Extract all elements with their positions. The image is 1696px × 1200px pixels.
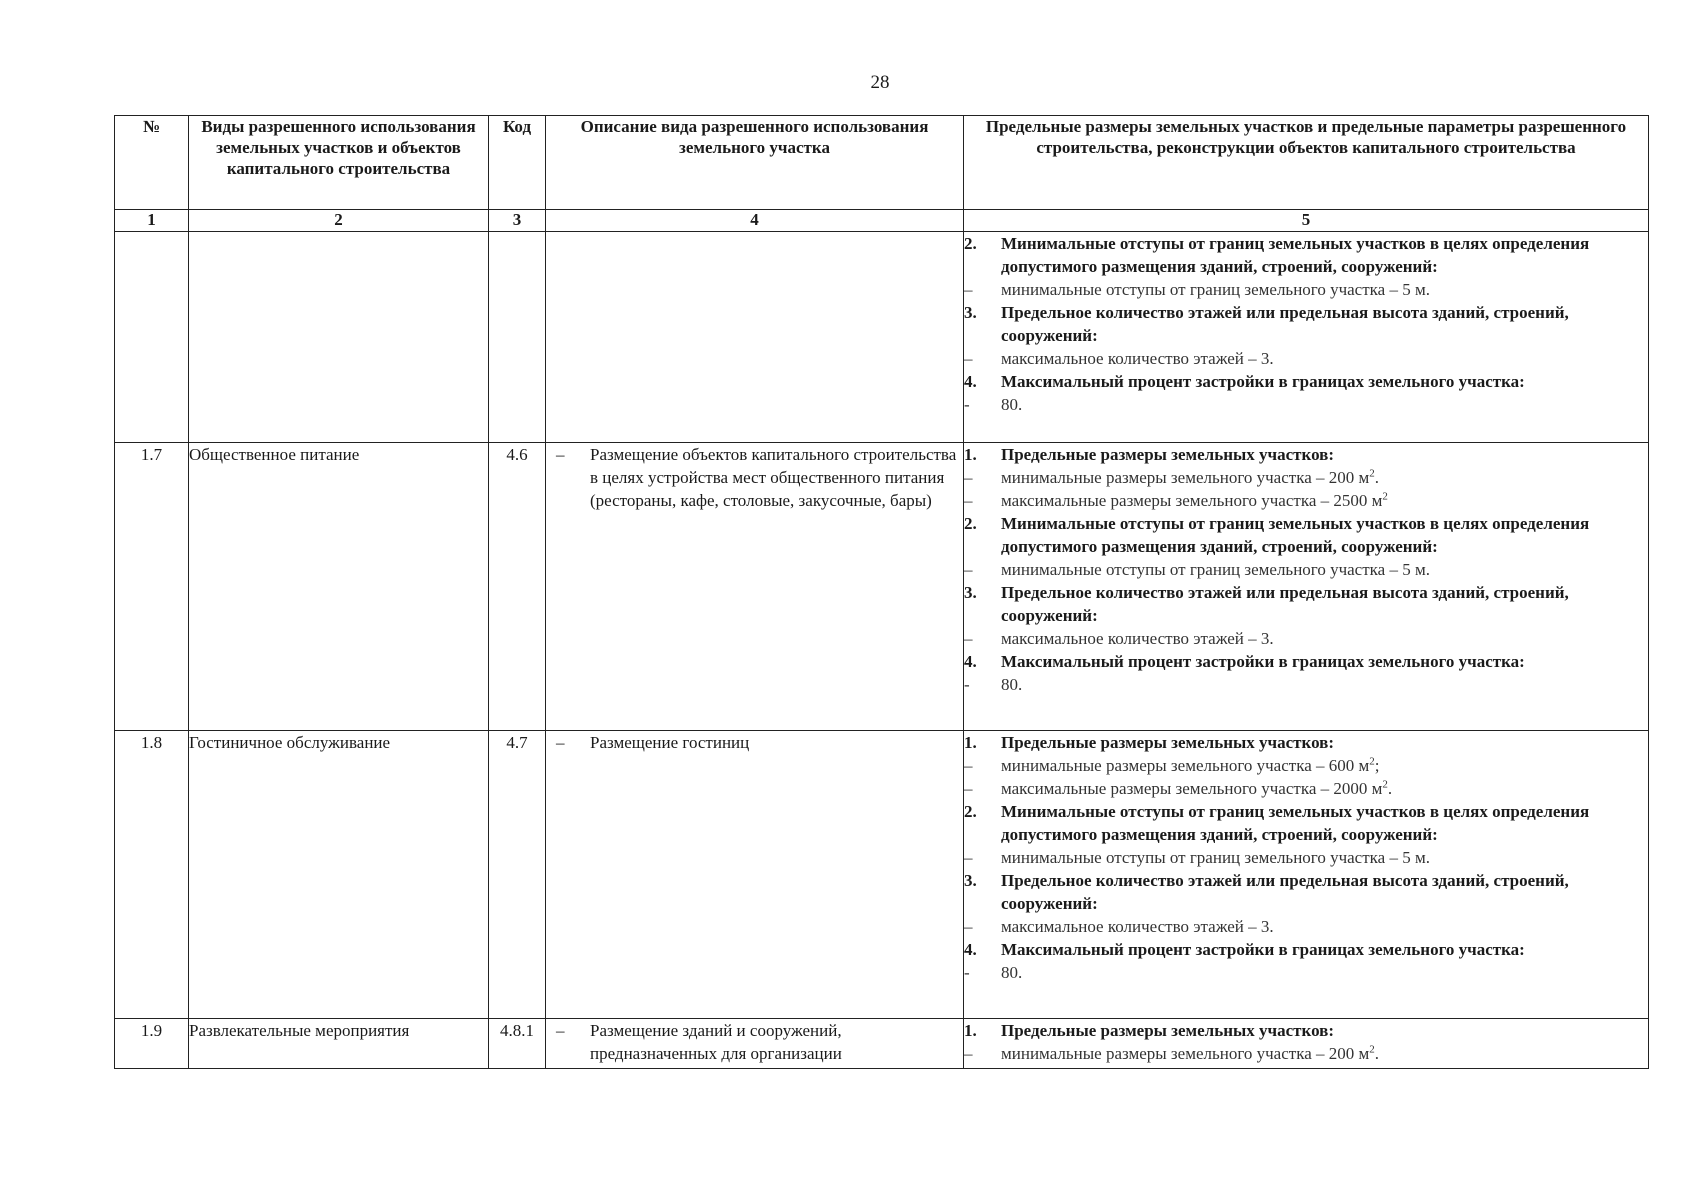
row-name-cell	[189, 232, 489, 443]
row-description-cell	[546, 1019, 964, 1069]
param-text: Предельные размеры земельных участков:	[1001, 445, 1335, 464]
param-mark: –	[964, 468, 973, 487]
param-superscript: 2	[1369, 467, 1375, 480]
param-mark: 4.	[964, 372, 977, 391]
land-use-table	[114, 115, 1649, 1069]
param-mark: –	[964, 560, 973, 579]
table-row-continuation	[115, 232, 1649, 443]
param-mark: 1.	[964, 1021, 977, 1040]
param-superscript: 2	[1382, 778, 1388, 791]
param-text: максимальное количество этажей – 3.	[1001, 349, 1274, 368]
param-mark: –	[964, 491, 973, 510]
row-number-cell	[115, 232, 189, 443]
header-code: Код	[489, 116, 546, 210]
param-heading	[964, 938, 1648, 961]
param-value	[964, 347, 1648, 370]
param-text: минимальные отступы от границ земельного участка – 5 м.	[1001, 848, 1430, 867]
row-description-cell	[546, 731, 964, 1019]
param-mark: 2.	[964, 234, 977, 253]
param-mark: -	[964, 963, 970, 982]
param-heading	[964, 731, 1648, 754]
param-tail: ;	[1374, 756, 1380, 775]
column-number: 4	[546, 210, 964, 232]
param-heading	[964, 650, 1648, 673]
column-number-row	[115, 210, 1649, 232]
param-mark: –	[964, 349, 973, 368]
param-mark: 2.	[964, 802, 977, 821]
param-value	[964, 1042, 1648, 1065]
column-number: 5	[964, 210, 1649, 232]
param-heading	[964, 581, 1648, 627]
description-text: Размещение объектов капитального строительства в целях устройства мест общественного питания (рестораны, кафе, столовые, закусочные, бары)	[590, 445, 957, 510]
param-text: Максимальный процент застройки в границах земельного участка:	[1001, 940, 1525, 959]
header-description: Описание вида разрешенного использования земельного участка	[546, 116, 964, 210]
param-mark: –	[964, 629, 973, 648]
column-number: 1	[115, 210, 189, 232]
param-value	[964, 627, 1648, 650]
param-mark: 4.	[964, 940, 977, 959]
param-heading	[964, 443, 1648, 466]
param-text: минимальные размеры земельного участка – 200 м	[1001, 468, 1370, 487]
row-number-cell: 1.8	[115, 731, 189, 1019]
description-item	[546, 1019, 963, 1065]
table-row	[115, 443, 1649, 731]
row-description-cell	[546, 232, 964, 443]
row-name-cell: Общественное питание	[189, 443, 489, 731]
header-number: №	[115, 116, 189, 210]
column-number: 2	[189, 210, 489, 232]
row-code-cell: 4.6	[489, 443, 546, 731]
param-text: максимальное количество этажей – 3.	[1001, 917, 1274, 936]
param-text: Предельное количество этажей или предельная высота зданий, строений, сооружений:	[1001, 871, 1569, 913]
description-dash: –	[556, 445, 565, 464]
param-text: Максимальный процент застройки в границах земельного участка:	[1001, 372, 1525, 391]
param-text: максимальные размеры земельного участка – 2500 м	[1001, 491, 1383, 510]
param-value	[964, 961, 1648, 984]
param-text: максимальные размеры земельного участка – 2000 м	[1001, 779, 1383, 798]
description-item	[546, 443, 963, 512]
param-mark: –	[964, 779, 973, 798]
param-value	[964, 278, 1648, 301]
row-code-cell: 4.8.1	[489, 1019, 546, 1069]
description-dash: –	[556, 733, 565, 752]
param-superscript: 2	[1369, 1043, 1375, 1056]
param-mark: -	[964, 675, 970, 694]
param-heading	[964, 869, 1648, 915]
param-mark: 2.	[964, 514, 977, 533]
param-value	[964, 558, 1648, 581]
param-text: минимальные отступы от границ земельного участка – 5 м.	[1001, 560, 1430, 579]
param-text: Предельное количество этажей или предельная высота зданий, строений, сооружений:	[1001, 583, 1569, 625]
param-mark: 4.	[964, 652, 977, 671]
param-mark: –	[964, 848, 973, 867]
param-heading	[964, 232, 1648, 278]
page-number: 28	[870, 72, 890, 93]
description-text: Размещение гостиниц	[590, 733, 750, 752]
param-value	[964, 777, 1648, 800]
param-text: минимальные отступы от границ земельного участка – 5 м.	[1001, 280, 1430, 299]
param-heading	[964, 301, 1648, 347]
param-tail: .	[1374, 468, 1380, 487]
row-parameters-cell	[964, 731, 1649, 1019]
param-superscript: 2	[1382, 490, 1388, 503]
param-mark: –	[964, 756, 973, 775]
description-dash: –	[556, 1021, 565, 1040]
description-item	[546, 731, 963, 754]
row-parameters-cell	[964, 232, 1649, 443]
param-text: Предельные размеры земельных участков:	[1001, 1021, 1335, 1040]
param-heading	[964, 800, 1648, 846]
row-name-cell: Развлекательные мероприятия	[189, 1019, 489, 1069]
param-tail: .	[1374, 1044, 1380, 1063]
param-mark: –	[964, 280, 973, 299]
row-code-cell: 4.7	[489, 731, 546, 1019]
param-text: Предельные размеры земельных участков:	[1001, 733, 1335, 752]
param-mark: 1.	[964, 445, 977, 464]
row-code-cell	[489, 232, 546, 443]
row-parameters-cell	[964, 1019, 1649, 1069]
param-heading	[964, 512, 1648, 558]
row-number-cell: 1.9	[115, 1019, 189, 1069]
param-text: Минимальные отступы от границ земельных участков в целях определения допустимого размещения зданий, строений, сооружений:	[1001, 234, 1590, 276]
header-parameters: Предельные размеры земельных участков и предельные параметры разрешенного строительства, реконструкции объектов капитального строительства	[964, 116, 1649, 210]
param-mark: 3.	[964, 583, 977, 602]
param-heading	[964, 1019, 1648, 1042]
table-row	[115, 731, 1649, 1019]
row-number-cell: 1.7	[115, 443, 189, 731]
table-row	[115, 1019, 1649, 1069]
row-parameters-cell	[964, 443, 1649, 731]
row-name-cell: Гостиничное обслуживание	[189, 731, 489, 1019]
param-mark: 1.	[964, 733, 977, 752]
param-mark: -	[964, 395, 970, 414]
param-value	[964, 915, 1648, 938]
param-value	[964, 754, 1648, 777]
param-text: минимальные размеры земельного участка – 200 м	[1001, 1044, 1370, 1063]
param-value	[964, 489, 1648, 512]
param-heading	[964, 370, 1648, 393]
param-mark: –	[964, 917, 973, 936]
param-text: Минимальные отступы от границ земельных участков в целях определения допустимого размещения зданий, строений, сооружений:	[1001, 514, 1590, 556]
param-mark: –	[964, 1044, 973, 1063]
param-text: Минимальные отступы от границ земельных участков в целях определения допустимого размещения зданий, строений, сооружений:	[1001, 802, 1590, 844]
param-value	[964, 393, 1648, 416]
param-text: Максимальный процент застройки в границах земельного участка:	[1001, 652, 1525, 671]
row-description-cell	[546, 443, 964, 731]
param-value	[964, 466, 1648, 489]
param-text: максимальное количество этажей – 3.	[1001, 629, 1274, 648]
param-mark: 3.	[964, 303, 977, 322]
param-text: 80.	[1001, 675, 1023, 694]
description-text: Размещение зданий и сооружений, предназначенных для организации	[590, 1021, 842, 1063]
param-text: Предельное количество этажей или предельная высота зданий, строений, сооружений:	[1001, 303, 1569, 345]
param-mark: 3.	[964, 871, 977, 890]
param-text: 80.	[1001, 395, 1023, 414]
header-use-type: Виды разрешенного использования земельных участков и объектов капитального строительства	[189, 116, 489, 210]
column-number: 3	[489, 210, 546, 232]
param-text: минимальные размеры земельного участка – 600 м	[1001, 756, 1370, 775]
header-row	[115, 116, 1649, 210]
param-superscript: 2	[1369, 755, 1375, 768]
param-value	[964, 846, 1648, 869]
param-text: 80.	[1001, 963, 1023, 982]
param-value	[964, 673, 1648, 696]
param-tail: .	[1387, 779, 1393, 798]
